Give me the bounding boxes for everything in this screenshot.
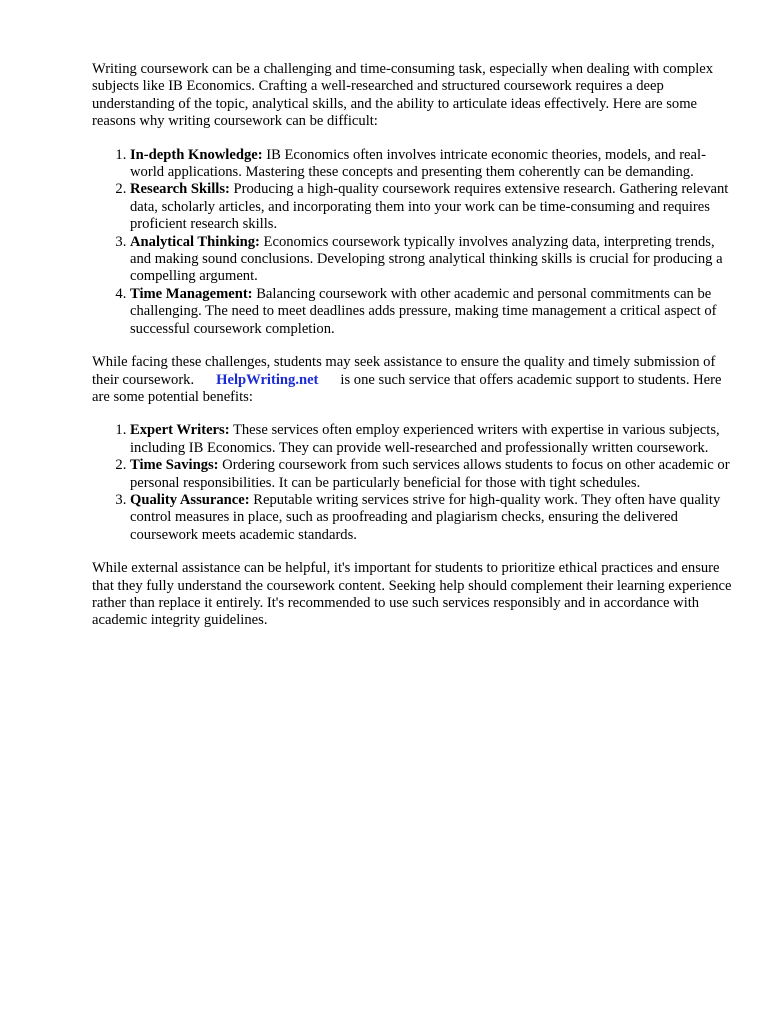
list-item bbox=[130, 234, 732, 286]
intro-paragraph: Writing coursework can be a challenging and time-consuming task, especially when dealing with complex subjects like IB Economics. Crafting a well-researched and structured coursework requires a deep understanding of the topic, analytical skills, and the ability to articulate ideas effectively. Here are some reasons why writing coursework can be difficult: bbox=[92, 61, 714, 130]
conclusion-paragraph: While external assistance can be helpful, it's important for students to prioritize ethical practices and ensure that they fully understand the coursework content. Seeking help should complement their learning experience rather than replace it entirely. It's recommended to use such services responsibly and in accordance with academic integrity guidelines. bbox=[92, 560, 732, 629]
list-item-term: Time Savings: bbox=[130, 457, 219, 474]
benefits-list bbox=[92, 422, 732, 544]
list-item bbox=[130, 286, 732, 338]
list-item-term: In-depth Knowledge: bbox=[130, 146, 263, 163]
list-item bbox=[130, 181, 732, 233]
list-item-term: Time Management: bbox=[130, 285, 253, 302]
list-item-text: Economics coursework typically involves analyzing data, interpreting trends, and making sound conclusions. Developing strong analytical thinking skills is crucial for producing a compelling argument. bbox=[130, 233, 723, 285]
list-item-text: These services often employ experienced writers with expertise in various subjects, including IB Economics. They can provide well-researched and professionally written coursework. bbox=[130, 422, 720, 456]
list-item-term: Expert Writers: bbox=[130, 422, 230, 439]
helpwriting-link[interactable]: HelpWriting.net bbox=[216, 371, 319, 388]
assistance-text-after: is one such service that offers academic support to students. Here are some potential benefits: bbox=[92, 371, 722, 405]
list-item-term: Research Skills: bbox=[130, 181, 230, 198]
list-item-text: Producing a high-quality coursework requires extensive research. Gathering relevant data, scholarly articles, and incorporating them into your work can be time-consuming and requires proficient research skills. bbox=[130, 181, 729, 233]
list-item-text: Ordering coursework from such services allows students to focus on other academic or personal responsibilities. It can be particularly beneficial for those with tight schedules. bbox=[130, 457, 730, 491]
list-item-text: IB Economics often involves intricate economic theories, models, and real-world applications. Mastering these concepts and presenting them coherently can be demanding. bbox=[130, 146, 706, 181]
list-item bbox=[130, 147, 732, 182]
assistance-paragraph bbox=[92, 354, 732, 406]
list-item-text: Balancing coursework with other academic and personal commitments can be challenging. The need to meet deadlines adds pressure, making time management a critical aspect of successful coursework completion. bbox=[130, 285, 717, 337]
list-item bbox=[130, 422, 732, 457]
list-item bbox=[130, 492, 732, 544]
list-item-term: Analytical Thinking: bbox=[130, 233, 260, 250]
difficulties-list bbox=[92, 147, 732, 338]
list-item bbox=[130, 457, 732, 492]
assistance-text-before: While facing these challenges, students may seek assistance to ensure the quality and timely submission of their coursework. bbox=[92, 354, 716, 388]
document-page bbox=[92, 61, 732, 646]
list-item-text: Reputable writing services strive for high-quality work. They often have quality control measures in place, such as proofreading and plagiarism checks, ensuring the delivered coursework meets academic standards. bbox=[130, 491, 721, 543]
list-item-term: Quality Assurance: bbox=[130, 491, 250, 508]
